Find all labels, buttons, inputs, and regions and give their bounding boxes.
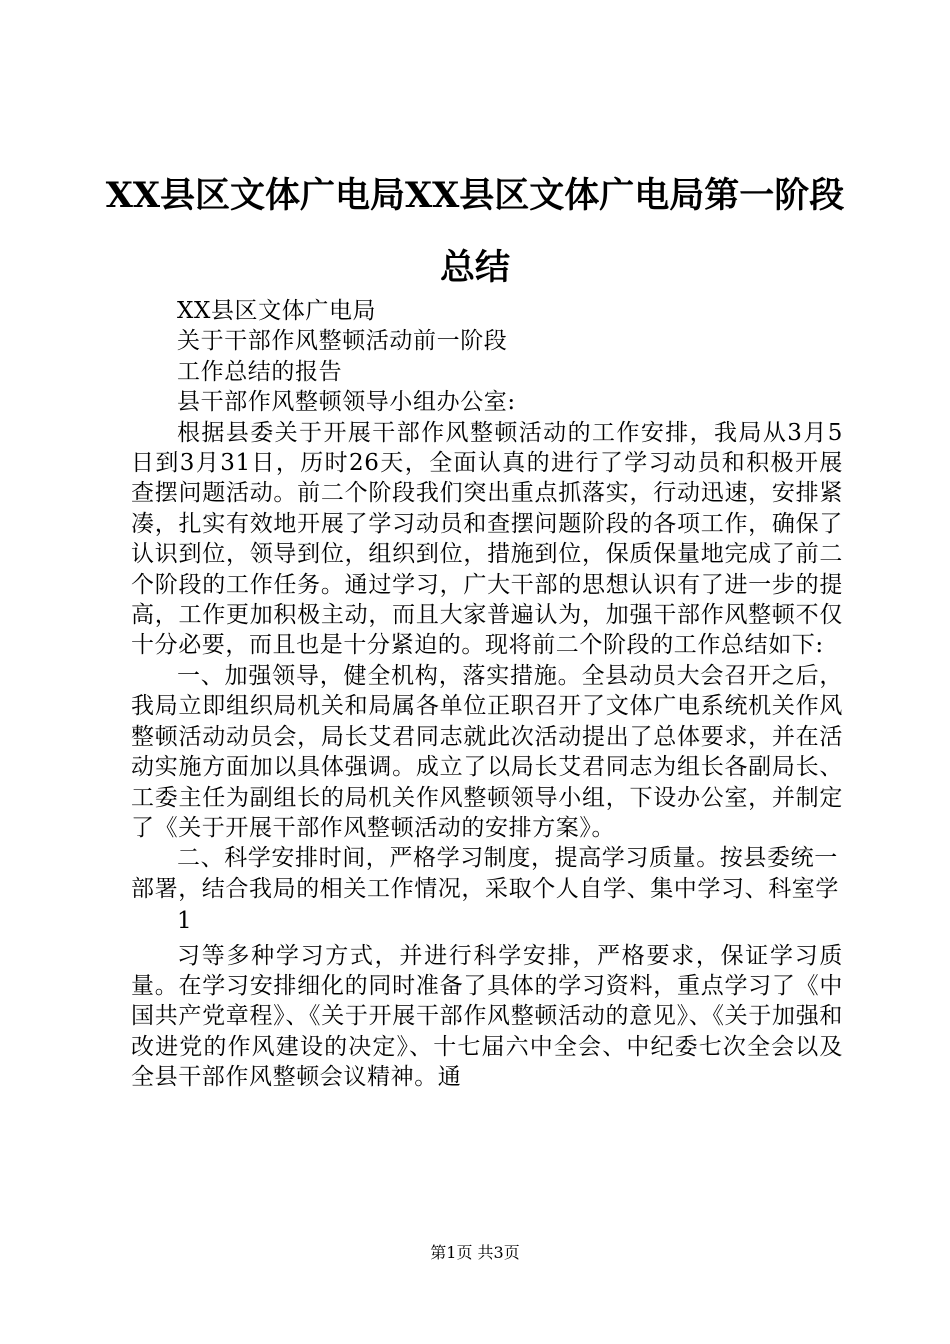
header-line-recipient: 县干部作风整顿领导小组办公室: <box>177 389 516 416</box>
document-title: XX县区文体广电局XX县区文体广电局第一阶段总结 <box>105 175 845 288</box>
header-line-unit: XX县区文体广电局 <box>177 298 377 324</box>
document-body <box>131 296 843 1093</box>
paragraph-section-one: 一、加强领导，健全机构，落实措施。全县动员大会召开之后，我局立即组织局机关和局属各单位正职召开了文体广电系统机关作风整顿活动动员会，局长艾君同志就此次活动提出了总体要求，并在活动实施方面加以具体强调。成立了以局长艾君同志为组长各副局长、工委主任为副组长的局机关作风整顿领导小组，下设办公室，并制定了《关于开展干部作风整顿活动的安排方案》。 <box>131 662 843 841</box>
paragraph-intro: 根据县委关于开展干部作风整顿活动的工作安排，我局从3月5日到3月31日，历时26天，全面认真的进行了学习动员和积极开展查摆问题活动。前二个阶段我们突出重点抓落实，行动迅速，安排紧凑，扎实有效地开展了学习动员和查摆问题阶段的各项工作，确保了认识到位，领导到位，组织到位，措施到位，保质保量地完成了前二个阶段的工作任务。通过学习，广大干部的思想认识有了进一步的提高，工作更加积极主动，而且大家普遍认为，加强干部作风整顿不仅十分必要，而且也是十分紧迫的。现将前二个阶段的工作总结如下: <box>131 419 843 659</box>
paragraph-section-two: 二、科学安排时间，严格学习制度，提高学习质量。按县委统一部署，结合我局的相关工作情况，采取个人自学、集中学习、科室学 <box>131 845 839 902</box>
page-footer: 第1页 共3页 <box>430 1243 520 1262</box>
header-line-subject: 关于干部作风整顿活动前一阶段 <box>177 328 508 355</box>
header-line-report: 工作总结的报告 <box>177 358 343 385</box>
inline-page-number: 1 <box>177 908 193 935</box>
paragraph-continuation: 习等多种学习方式，并进行科学安排，严格要求，保证学习质量。在学习安排细化的同时准备了具体的学习资料，重点学习了《中国共产党章程》、《关于开展干部作风整顿活动的意见》、《关于加强和改进党的作风建设的决定》、十七届六中全会、中纪委七次全会以及全县干部作风整顿会议精神。通 <box>131 942 843 1091</box>
